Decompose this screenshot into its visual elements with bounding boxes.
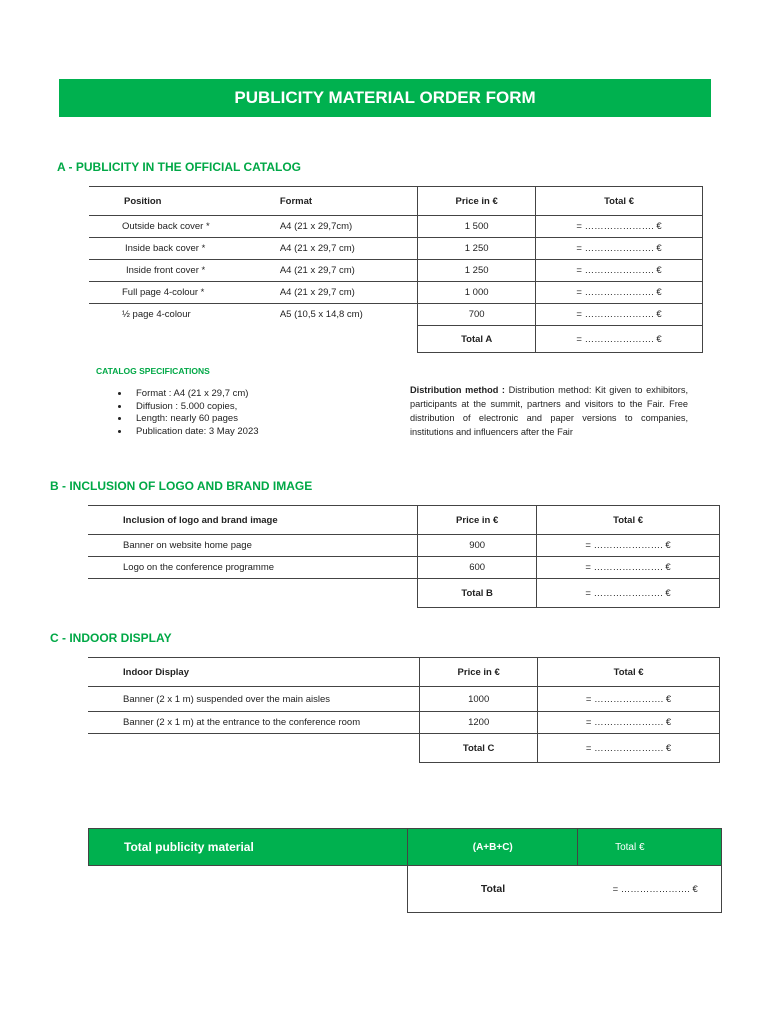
distribution-method: Distribution method : Distribution method: Kit given to exhibitors, participants at the summit, partners and visitors to the Fair. Free distribution of electronic and paper versions to companies, institutions and influencers after the Fair — [410, 385, 688, 437]
total-field[interactable]: = …………………. € — [538, 687, 720, 712]
grand-total-field[interactable]: = …………………. € — [578, 866, 722, 913]
grand-total-header: Total € — [578, 829, 722, 866]
catalog-table — [89, 186, 703, 353]
logo-table — [88, 505, 720, 608]
table-row: Banner (2 x 1 m) at the entrance to the conference room 1200 = …………………. € — [88, 712, 720, 734]
total-field[interactable]: = …………………. € — [536, 260, 703, 282]
catalog-specs-list — [110, 388, 259, 438]
header-item: Inclusion of logo and brand image — [88, 506, 418, 535]
grand-total-table — [88, 828, 722, 913]
total-field[interactable]: = …………………. € — [536, 216, 703, 238]
total-field[interactable]: = …………………. € — [536, 238, 703, 260]
header-position: Position — [89, 187, 280, 216]
total-field[interactable]: = …………………. € — [536, 282, 703, 304]
header-price: Price in € — [420, 658, 538, 687]
list-item: • Format : A4 (21 x 29,7 cm) — [130, 388, 259, 401]
list-item: • Length: nearly 60 pages — [130, 413, 259, 426]
total-field[interactable]: = …………………. € — [538, 712, 720, 734]
table-row: Inside back cover * A4 (21 x 29,7 cm) 1 250 = …………………. € — [89, 238, 703, 260]
header-price: Price in € — [418, 187, 536, 216]
grand-total-label: Total publicity material — [89, 829, 408, 866]
table-row: Logo on the conference programme 600 = …………………. € — [88, 557, 720, 579]
total-c-label: Total C — [420, 734, 538, 763]
total-row — [88, 579, 720, 608]
list-item: • Publication date: 3 May 2023 — [130, 426, 259, 439]
total-c-field[interactable]: = …………………. € — [538, 734, 720, 763]
header-total: Total € — [537, 506, 720, 535]
table-row: Banner (2 x 1 m) suspended over the main aisles 1000 = …………………. € — [88, 687, 720, 712]
total-field[interactable]: = …………………. € — [537, 535, 720, 557]
grand-total-box — [88, 828, 722, 914]
header-total: Total € — [538, 658, 720, 687]
table-row: Outside back cover * A4 (21 x 29,7cm) 1 500 = …………………. € — [89, 216, 703, 238]
total-b-label: Total B — [418, 579, 537, 608]
header-price: Price in € — [418, 506, 537, 535]
list-item: • Diffusion : 5.000 copies, — [130, 401, 259, 414]
total-field[interactable]: = …………………. € — [537, 557, 720, 579]
header-format: Format — [280, 187, 418, 216]
display-table — [88, 657, 720, 763]
total-row — [89, 326, 703, 353]
total-a-label: Total A — [418, 326, 536, 353]
table-row: ½ page 4-colour A5 (10,5 x 14,8 cm) 700 = …………………. € — [89, 304, 703, 326]
total-a-field[interactable]: = …………………. € — [536, 326, 703, 353]
form-title: PUBLICITY MATERIAL ORDER FORM — [59, 79, 711, 117]
header-total: Total € — [536, 187, 703, 216]
table-row: Inside front cover * A4 (21 x 29,7 cm) 1 250 = …………………. € — [89, 260, 703, 282]
table-row: Full page 4-colour * A4 (21 x 29,7 cm) 1 000 = …………………. € — [89, 282, 703, 304]
header-item: Indoor Display — [88, 658, 420, 687]
section-a-title: A - PUBLICITY IN THE OFFICIAL CATALOG — [57, 160, 301, 174]
catalog-specs-title: CATALOG SPECIFICATIONS — [96, 366, 210, 376]
total-b-field[interactable]: = …………………. € — [537, 579, 720, 608]
table-row: Banner on website home page 900 = …………………. € — [88, 535, 720, 557]
section-c-title: C - INDOOR DISPLAY — [50, 631, 172, 645]
total-row — [88, 734, 720, 763]
grand-total-row-label: Total — [408, 866, 578, 913]
total-field[interactable]: = …………………. € — [536, 304, 703, 326]
section-b-title: B - INCLUSION OF LOGO AND BRAND IMAGE — [50, 479, 313, 493]
grand-total-formula: (A+B+C) — [408, 829, 578, 866]
